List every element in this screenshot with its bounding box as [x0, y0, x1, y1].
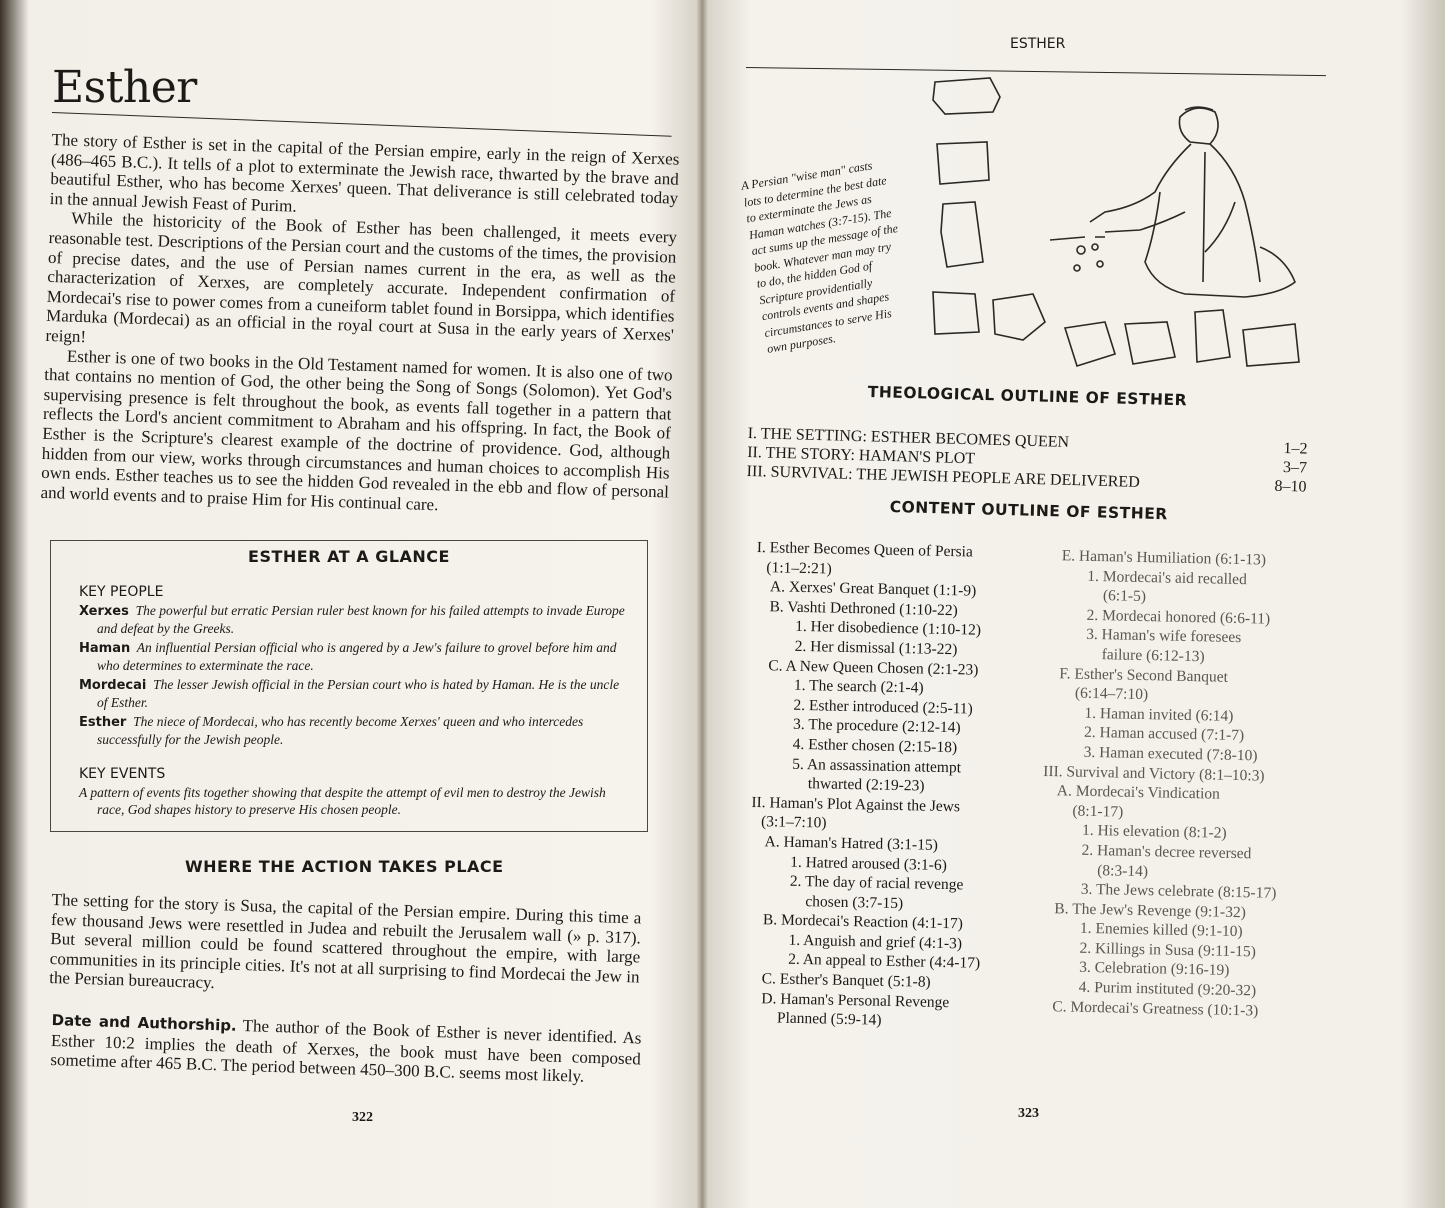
outline-item: A. Haman's Hatred (3:1-15) [764, 833, 939, 854]
outline-item: 1. Haman invited (6:14) [1084, 704, 1234, 725]
where-heading: WHERE THE ACTION TAKES PLACE [185, 857, 504, 876]
illustration-caption: A Persian "wise man" casts lots to determine the best date to exterminate the Jews as Haman watches (3:7-15). The act sums up the message of the book. Whatever man may try to do, the hidden God of Scripture providentially controls events and shapes circumstances to serve His own purposes. [740, 158, 899, 356]
outline-item: B. Vashti Dethroned (1:10-22) [769, 598, 958, 620]
theological-outline-title: THEOLOGICAL OUTLINE OF ESTHER [867, 383, 1188, 410]
outline-item: A. Mordecai's Vindication [1056, 782, 1221, 803]
person-name: Xerxes [79, 604, 129, 619]
intro-paragraph: The story of Esther is set in the capital of the Persian empire, early in the reign of Xerxes (486–465 B.C.). It tells of a plot to exterminate the Jewish race, thwarted by the brave and beautiful Esther, who has become Xerxes' queen. That deliverance is still celebrated today in the annual Jewish Feast of Purim. [49, 130, 680, 216]
date-label: Date and Authorship. [51, 1010, 237, 1035]
page-number-left: 322 [352, 1110, 373, 1125]
outline-item: 2. The day of racial revenge [789, 872, 964, 894]
outline-item: (8:3-14) [1097, 861, 1149, 880]
outline-item: C. Esther's Banquet (5:1-8) [761, 970, 931, 991]
where-text [49, 890, 642, 1006]
outline-item: chosen (3:7-15) [805, 892, 904, 912]
outline-ref: 1–2 [1283, 439, 1308, 458]
outline-item: (8:1-17) [1072, 802, 1124, 821]
outline-item: D. Haman's Personal Revenge [761, 989, 950, 1011]
outline-item: 3. Haman executed (7:8-10) [1083, 743, 1258, 765]
date-authorship [50, 1010, 642, 1088]
outline-item: 4. Esther chosen (2:15-18) [792, 735, 958, 757]
person-name: Mordecai [79, 678, 147, 693]
person-entry [79, 602, 631, 637]
outline-item: 3. The procedure (2:12-14) [792, 716, 961, 737]
content-outline-title: CONTENT OUTLINE OF ESTHER [889, 498, 1168, 524]
outline-item: 2. Haman's decree reversed [1081, 841, 1252, 863]
outline-item: 2. An appeal to Esther (4:4-17) [787, 951, 981, 973]
running-head: ESTHER [1010, 36, 1066, 52]
outline-item: F. Esther's Second Banquet [1059, 664, 1229, 686]
outline-item: (6:1-5) [1102, 587, 1147, 606]
page-number-right: 323 [1018, 1106, 1039, 1121]
date-paragraph [50, 1010, 642, 1088]
outline-item: (3:1–7:10) [760, 813, 827, 832]
outline-item: III. Survival and Victory (8:1–10:3) [1043, 762, 1265, 785]
at-a-glance-box [50, 540, 648, 832]
page-title: Esther [52, 62, 197, 113]
outline-item: C. A New Queen Chosen (2:1-23) [768, 656, 979, 679]
outline-item: 2. Her dismissal (1:13-22) [794, 637, 958, 659]
outline-ref: 3–7 [1282, 458, 1308, 477]
outline-item: 3. Haman's wife foresees [1085, 626, 1242, 647]
where-paragraph: The setting for the story is Susa, the capital of the Persian empire. During this time a few thousand Jews were resettled in Judea and rebuilt the Jerusalem wall (» p. 317). But several million could be found scattered throughout the empire, with large communities in its principle cities. It's not at all surprising to find Mordecai the Jew in the Persian bureaucracy. [48, 890, 642, 993]
key-events-heading: KEY EVENTS [79, 766, 166, 782]
intro-paragraph: While the historicity of the Book of Esther has been challenged, it meets every reasonable test. Descriptions of the Persian court and the customs of the times, the provision of precise dates, and the use of Persian names current in the era, as well as the characterization of Xerxes, are completely accurate. Independent confirmation of Mordecai's rise to power comes from a cuneiform tablet found in Borsippa, which identifies Marduka (Mordecai) as an official in the royal court at Susa in the early years of Xerxes' reign! [45, 209, 678, 347]
outline-item: 3. The Jews celebrate (8:15-17) [1080, 880, 1277, 902]
outline-item: 1. His elevation (8:1-2) [1081, 822, 1227, 843]
outline-item: 2. Mordecai honored (6:6-11) [1086, 606, 1271, 628]
outline-item: E. Haman's Humiliation (6:1-13) [1061, 547, 1267, 569]
outline-item: 2. Esther introduced (2:5-11) [793, 696, 974, 718]
intro-text [40, 130, 679, 522]
outline-item: B. The Jew's Revenge (9:1-32) [1054, 899, 1247, 921]
person-desc: The niece of Mordecai, who has recently become Xerxes' queen and who intercedes successfully for the Jewish people. [97, 714, 584, 747]
intro-paragraph: Esther is one of two books in the Old Testament named for women. It is also one of two that contains no mention of God, the other being the Song of Songs (Solomon). Yet God's supervising presence is felt throughout the book, as events fall together in a pattern that reflects the Lord's ancient commitment to Abraham and his offspring. In fact, the Book of Esther is the Scripture's clearest example of the doctrine of providence. God, although hidden from our view, works through circumstances and human choices to accomplish His own ends. Esther teaches us to see the hidden God revealed in the ebb and flow of personal and world events and to praise Him for His continual care. [40, 346, 673, 515]
outline-label: II. THE STORY: HAMAN'S PLOT [746, 443, 976, 468]
outline-ref: 8–10 [1274, 477, 1307, 496]
glance-title: ESTHER AT A GLANCE [248, 547, 450, 566]
key-people-heading: KEY PEOPLE [79, 584, 164, 600]
outline-item: 1. Anguish and grief (4:1-3) [788, 931, 963, 953]
key-events-text: A pattern of events fits together showing that despite the attempt of evil men to destroy the Jewish race, God shapes history to preserve His chosen people. [79, 785, 606, 817]
person-name: Haman [79, 641, 131, 656]
outline-label: I. THE SETTING: ESTHER BECOMES QUEEN [747, 424, 1070, 451]
outline-item: 1. Enemies killed (9:1-10) [1079, 920, 1243, 941]
outline-item: B. Mordecai's Reaction (4:1-17) [762, 911, 964, 933]
outline-item: Planned (5:9-14) [776, 1009, 882, 1029]
person-entry [79, 713, 631, 748]
person-name: Esther [79, 715, 127, 730]
outline-item: thwarted (2:19-23) [807, 775, 925, 795]
outline-item: A. Xerxes' Great Banquet (1:1-9) [769, 578, 977, 600]
outline-item: 4. Purim instituted (9:20-32) [1078, 978, 1257, 1000]
outline-item: 1. Hatred aroused (3:1-6) [790, 853, 948, 874]
outline-item: C. Mordecai's Greatness (10:1-3) [1052, 997, 1259, 1020]
outline-item: 5. An assassination attempt [792, 755, 962, 776]
theological-outline [746, 424, 1307, 497]
person-desc: The powerful but erratic Persian ruler best known for his failed attempts to invade Europe and defeat by the Greeks. [97, 603, 625, 636]
content-outline-col1 [747, 538, 1057, 1034]
outline-item: 1. Mordecai's aid recalled [1087, 567, 1247, 588]
outline-item: 2. Killings in Susa (9:11-15) [1079, 939, 1257, 961]
outline-item: 1. Her disobedience (1:10-12) [794, 618, 982, 640]
outline-item: 1. The search (2:1-4) [793, 676, 924, 697]
person-entry [79, 676, 631, 711]
outline-item: (1:1–2:21) [766, 558, 832, 578]
content-outline-col2 [1038, 546, 1338, 1022]
date-text: The author of the Book of Esther is never identified. As Esther 10:2 implies the death of Xerxes, the book must have been composed sometime after 465 B.C. The period between 450–300 B.C. seems most likely. [50, 1015, 642, 1086]
person-entry [79, 639, 631, 674]
person-desc: An influential Persian official who is angered by a Jew's failure to grovel before him and who determines to exterminate the race. [97, 640, 617, 673]
outline-item: II. Haman's Plot Against the Jews [751, 793, 961, 816]
outline-item: 3. Celebration (9:16-19) [1078, 959, 1230, 980]
outline-item: I. Esther Becomes Queen of Persia [756, 538, 974, 561]
outline-item: 2. Haman accused (7:1-7) [1083, 724, 1245, 745]
outline-label: III. SURVIVAL: THE JEWISH PEOPLE ARE DELIVERED [746, 462, 1140, 491]
person-desc: The lesser Jewish official in the Persian court who is hated by Haman. He is the uncle of Esther. [97, 677, 620, 710]
outline-item: (6:14–7:10) [1074, 684, 1149, 704]
outline-item: failure (6:12-13) [1101, 646, 1205, 666]
wise-man-illustration [905, 72, 1325, 387]
